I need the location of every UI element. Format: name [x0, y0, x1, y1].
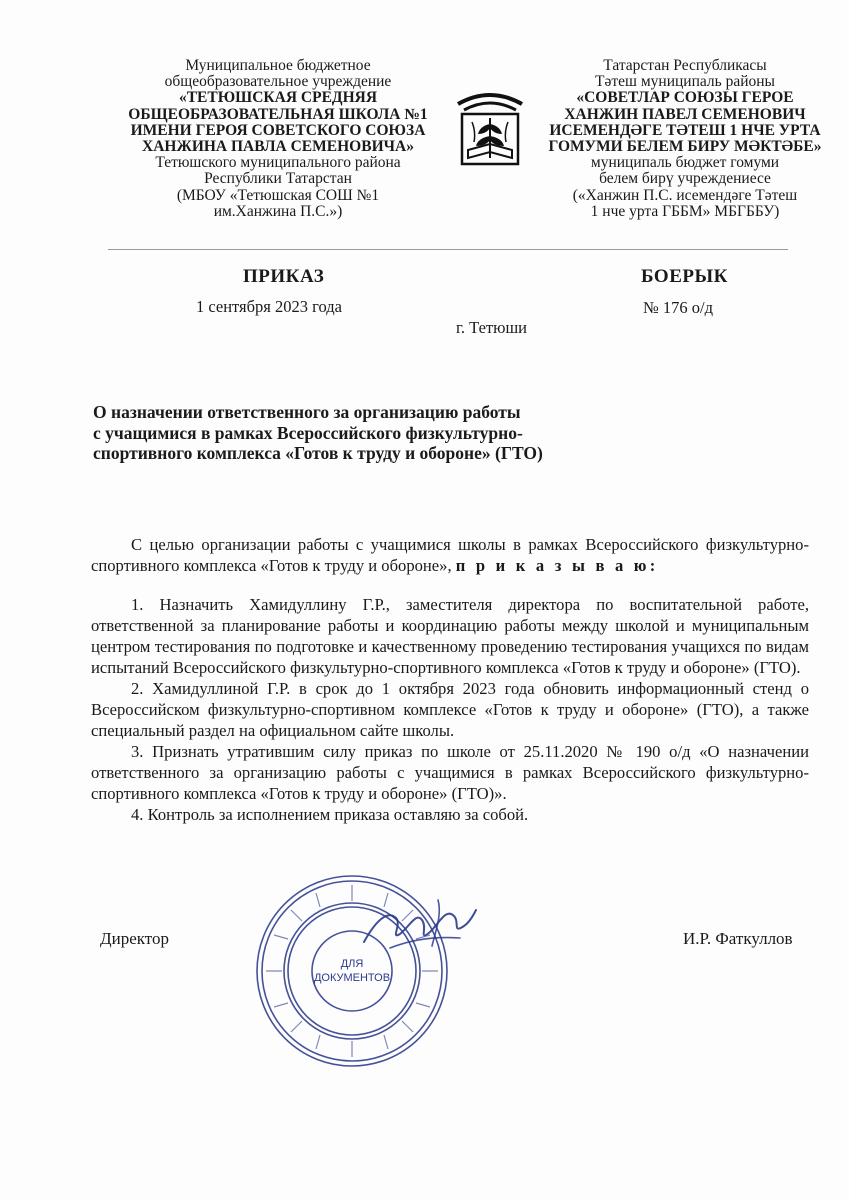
school-emblem-icon — [454, 84, 526, 170]
header-left-line: ИМЕНИ ГЕРОЯ СОВЕТСКОГО СОЮЗА — [130, 121, 426, 139]
order-number: № 176 о/д — [643, 298, 713, 317]
order-body — [91, 534, 809, 825]
preamble-text: С целью организации работы с учащимися школы в рамках Всероссийского физкультурно-спортивного комплекса «Готов к труду и обороне», — [91, 535, 809, 575]
header-left — [108, 58, 448, 220]
header-left-line: «ТЕТЮШСКАЯ СРЕДНЯЯ — [178, 89, 378, 107]
subject-line: с учащимися в рамках Всероссийского физкультурно- — [93, 422, 523, 443]
header-left-line: ХАНЖИНА ПАВЛА СЕМЕНОВИЧА» — [142, 138, 414, 156]
handwritten-signature-icon — [360, 890, 480, 960]
order-subject — [93, 402, 693, 464]
header-right — [540, 58, 830, 220]
header-right-line: («Ханжин П.С. исемендәге Тәтеш — [572, 186, 798, 204]
order-item: 2. Хамидуллиной Г.Р. в срок до 1 октября 2023 года обновить информационный стенд о Всероссийском физкультурно-спортивном комплексе «Готов к труду и обороне» (ГТО), а также специальный раздел на официальном сайте школы. — [91, 679, 809, 740]
signature-name: И.Р. Фаткуллов — [683, 929, 793, 948]
order-word: п р и к а з ы в а ю: — [455, 556, 659, 575]
header-right-line: Татарстан Республикасы — [603, 57, 767, 74]
header-right-line: белем бирү учреждениесе — [599, 170, 771, 188]
header-left-line: им.Ханжина П.С.») — [213, 202, 343, 220]
order-title-ru: ПРИКАЗ — [243, 266, 325, 287]
seal-center-text: ДОКУМЕНТОВ — [313, 972, 391, 984]
order-city: г. Тетюши — [456, 318, 528, 337]
seal-center-text: ДЛЯ — [340, 958, 364, 970]
header-right-line: ГОМУМИ БЕЛЕМ БИРУ МӘКТӘБЕ» — [548, 138, 822, 156]
header-right-line: Тәтеш муниципаль районы — [595, 73, 775, 91]
header-left-line: Тетюшского муниципального района — [155, 154, 401, 172]
signature-role: Директор — [100, 929, 169, 948]
header-right-line: «СОВЕТЛАР СОЮЗЫ ГЕРОЕ — [576, 89, 794, 107]
header-left-line: общеобразовательное учреждение — [164, 73, 392, 91]
order-title-tt: БОЕРЫК — [641, 266, 728, 287]
order-date: 1 сентября 2023 года — [196, 297, 342, 316]
header-right-line: 1 нче урта ГББМ» МБГББУ) — [590, 202, 780, 220]
order-item: 3. Признать утратившим силу приказ по школе от 25.11.2020 № 190 о/д «О назначении ответственного за организацию работы с учащимися в рамках Всероссийского физкультурно-спортивного комплекса «Готов к труду и обороне» (ГТО)». — [91, 742, 809, 803]
header-left-line: (МБОУ «Тетюшская СОШ №1 — [176, 186, 380, 204]
header-left-line: Республики Татарстан — [204, 170, 352, 188]
header-right-line: муниципаль бюджет гомуми — [590, 154, 780, 172]
subject-line: О назначении ответственного за организацию работы — [93, 402, 521, 422]
header-right-line: ХАНЖИН ПАВЕЛ СЕМЕНОВИЧ — [564, 105, 806, 123]
order-item: 4. Контроль за исполнением приказа оставляю за собой. — [131, 805, 529, 824]
header-left-line: Муниципальное бюджетное — [185, 57, 371, 74]
header-right-line: ИСЕМЕНДӘГЕ ТӘТЕШ 1 НЧЕ УРТА — [549, 121, 821, 139]
header-divider — [108, 249, 788, 250]
order-item: 1. Назначить Хамидуллину Г.Р., заместителя директора по воспитательной работе, ответственной за планирование работы и координацию работы между школой и муниципальным центром тестирования по подготовке и качественному проведению тестирования учащихся по видам испытаний Всероссийского физкультурно-спортивного комплекса «Готов к труду и обороне» (ГТО). — [91, 595, 809, 677]
subject-line: спортивного комплекса «Готов к труду и обороне» (ГТО) — [93, 443, 543, 463]
header-left-line: ОБЩЕОБРАЗОВАТЕЛЬНАЯ ШКОЛА №1 — [128, 105, 428, 123]
preamble-paragraph — [91, 534, 809, 576]
